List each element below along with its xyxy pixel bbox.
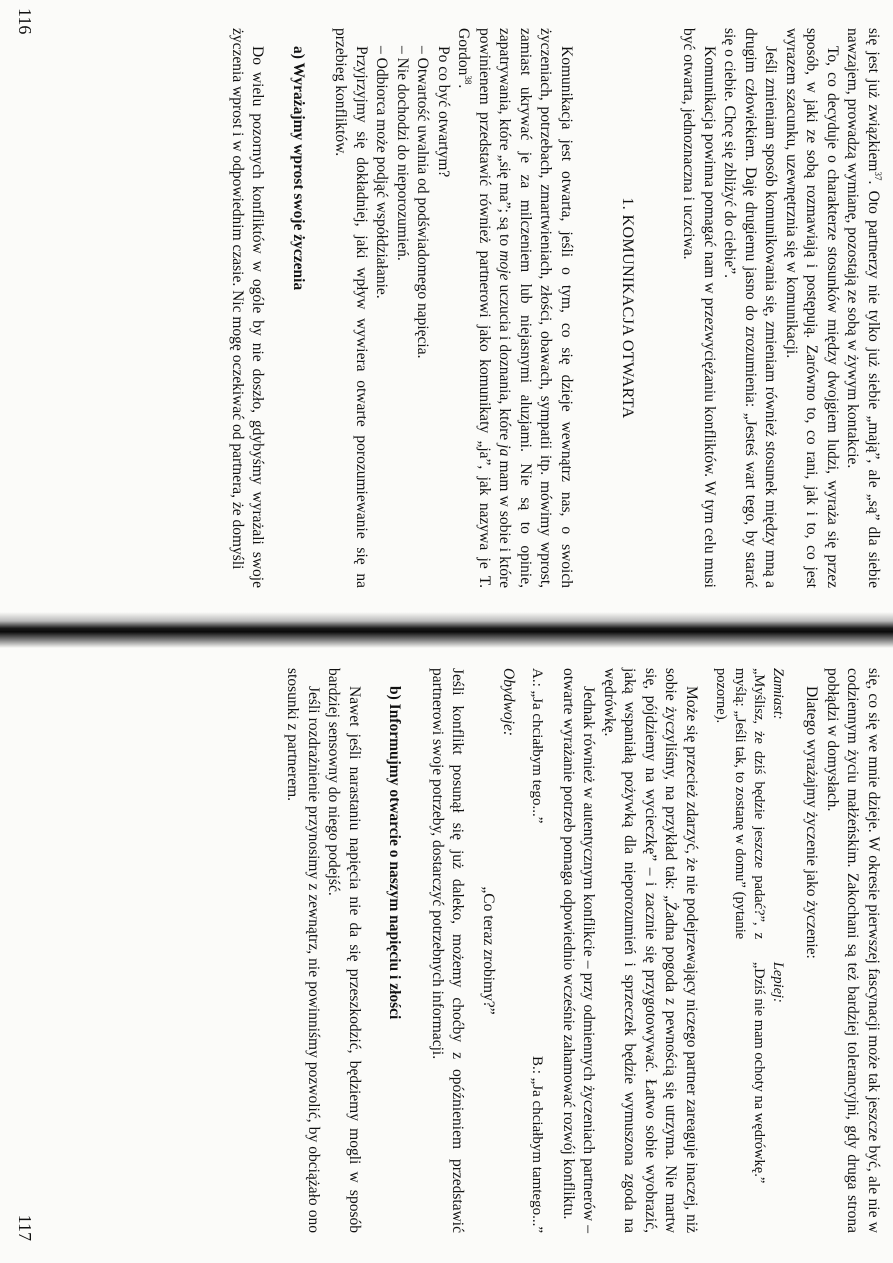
paragraph: Dlatego wyrażajmy życzenie jako życzenie: [803, 686, 821, 959]
chapter-title: 1. KOMUNIKACJA OTWARTA [619, 197, 636, 419]
paragraph: Przyjrzyjmy się dokładniej, jaki wpływ wywiera otwarte porozumiewanie się na przebieg konfliktów. [332, 28, 370, 588]
paragraph: Nawet jeśli narastaniu napięcia nie da się przeszkodzić, będziemy mogli w sposób bardziej sensowny do niego podejść. [325, 668, 363, 1233]
dialog-line-both: „Co teraz zrobimy?” [480, 886, 497, 1015]
section-heading-a: a) Wyrażajmy wprost swoje życzenia [290, 46, 307, 291]
list-item: – Nie dochodzi do nieporozumień. [394, 46, 411, 261]
paragraph: Do wielu pozornych konfliktów w ogóle by nie doszło, gdybyśmy wyrażali swoje życzenia wprost i w odpowiednim czasie. Nic mogę oczekiwać od partnera, że domyśli [229, 28, 267, 588]
column-label: Zamiast: [770, 668, 786, 720]
dialog-line-a: A.: „Ja chciałbym tego...” [529, 668, 546, 824]
paragraph: To, co decyduje o charakterze stosunków między dwojgiem ludzi, wyraża się przez sposób, w jaki ze sobą rozmawiają i postępują. Zarówno to, co rani, jak i to, co jest wyrazem szacunku, uzewnętrznia się w komunikacji. [783, 28, 841, 588]
section-heading-b: b) Informujmy otwarcie o naszym napięciu i złości [386, 686, 404, 1020]
comparison-columns [711, 668, 787, 1233]
column-instead [711, 668, 787, 939]
page-number-left: 116 [15, 8, 35, 35]
question: Po co być otwartym? [435, 46, 452, 178]
intro-paragraph: się jest już związkiem$^{37}$. Oto partnerzy nie tylko już siebie „mają”, ale „są” dla siebie nawzajem, prowadzą wymianę, pozostają ze sobą w żywym kontakcie. [844, 28, 884, 588]
book-gutter [0, 612, 893, 648]
footnote-ref-37: 37 [873, 171, 884, 181]
paragraph: Komunikacja powinna pomagać nam w przezwyciężaniu konfliktów. W tym celu musi być otwarta, jednoznaczna i uczciwa. [680, 28, 718, 588]
column-text: „Myślisz, że dziś będzie jeszcze padać?”, z myślą: „Jeśli tak, to zostanę w domu” (pytanie pozorne). [713, 668, 767, 940]
dialog-row [529, 668, 546, 1233]
paragraph: Jednak również w autentycznym konflikcie – przy odmiennych życzeniach partnerów – otwarte wyrażanie potrzeb pomaga odpowiednio wcześnie zahamować rozwój konfliktu. [560, 668, 598, 1233]
paragraph: Jeśli konflikt posunął się już daleko, możemy choćby z opóźnieniem przedstawić partnerowi swoje potrzeby, dostarczyć potrzebnych informacji. [429, 668, 467, 1233]
paragraph: Jeśli zmieniam sposób komunikowania się, zmieniam również stosunek między mną a drugim człowiekiem. Daję drugiemu jasno do zrozumienia: „Jesteś wart tego, by starać się o ciebie. Chcę się zbliżyć do ciebie”. [721, 28, 780, 588]
paragraph: się, co się we mnie dzieje. W okresie pierwszej fascynacji może tak jeszcze być, ale nie w codziennym życiu małżeńskim. Zakochani są też bardziej tolerancyjni, gdy druga strona pobłądzi w domysłach. [824, 668, 882, 1233]
footnote-ref-38: 38 [463, 75, 474, 85]
right-page [0, 648, 893, 1263]
column-better [711, 962, 787, 1233]
column-label: Lepiej: [770, 961, 786, 1003]
page-number-right: 117 [15, 1214, 35, 1241]
paragraph: Może się przecież zdarzyć, że nie podejrzewający niczego partner zareaguje inaczej, niż sobie życzyliśmy, na przykład tak: „Żadna pogoda z pewnością się utrzyma. Nie martw się, pójdziemy na wycieczkę” – i zacznie się przygotowywać. Łatwo sobie wyobrazić, jaką wspaniałą pożywką dla nieporozumień i sprzeczek będzie wymuszona zgoda na wędrówkę. [601, 668, 700, 1233]
dialog-label-both: Obydwoje: [500, 668, 518, 737]
left-page [0, 0, 893, 612]
paragraph: Jeśli rozdrażnienie przynosimy z zewnątrz, nie powinniśmy pozwolić, by obciążało ono stosunki z partnerem. [284, 668, 322, 1233]
list-item: – Odbiorca może podjąć współdziałanie. [373, 46, 391, 299]
dialog-line-b: B.: „Ja chciałbym tamtego...” [529, 1055, 546, 1233]
list-item: – Otwartość uwalnia od podświadomego napięcia. [414, 46, 432, 359]
paragraph: Komunikacja jest otwarta, jeśli o tym, co się dzieje wewnątrz nas, o swoich życzeniach, potrzebach, zmartwieniach, złości, obawach, sympatii itp. mówimy wprost, zamiast ukrywać je za milczeniem lub niejasnymi aluzjami. Nie są to opinie, zapatrywania, które „się ma”; są to moje uczucia i doznania, które ja mam w sobie i które powinienem przedstawić również partnerowi jako komunikaty „ja”, jak nazywa je T. Gordon$^{38}$. [455, 28, 575, 588]
column-text: „Dziś nie mam ochoty na wędrówkę.” [751, 961, 767, 1184]
